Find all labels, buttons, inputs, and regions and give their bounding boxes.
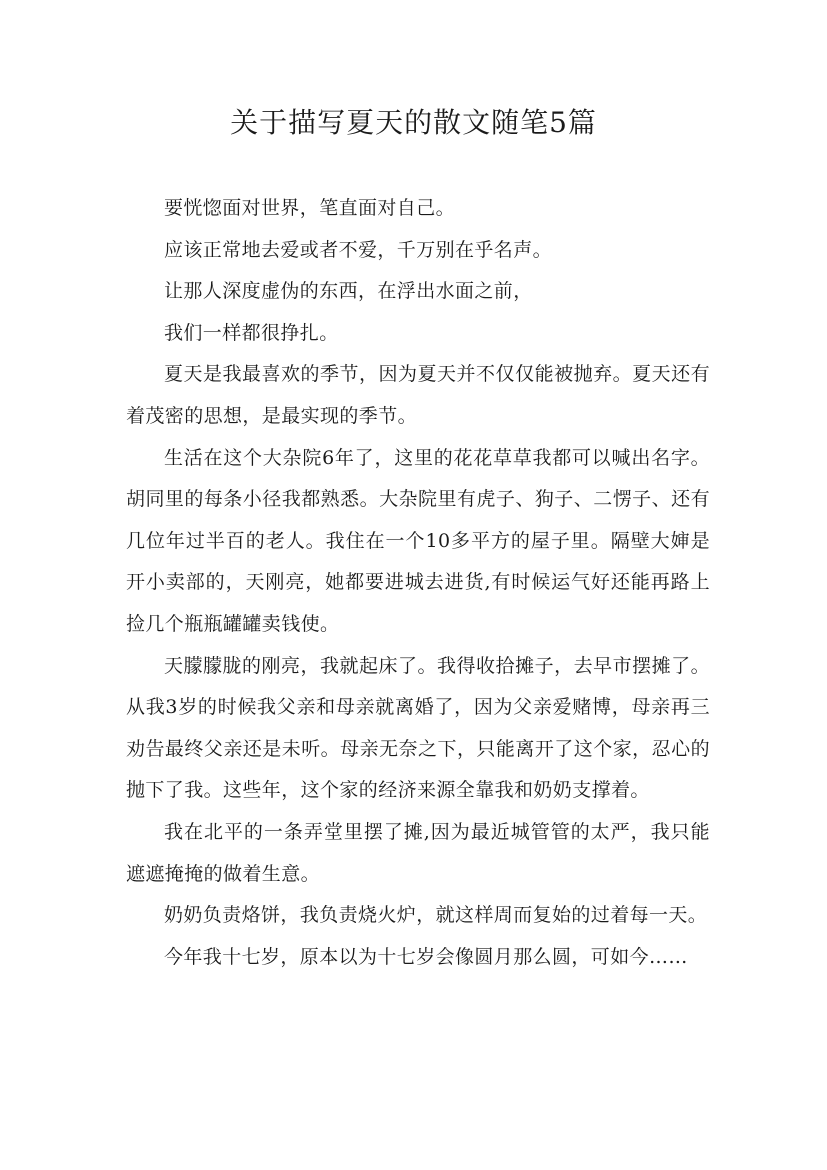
- paragraph: 夏天是我最喜欢的季节，因为夏天并不仅仅能被抛弃。夏天还有着茂密的思想，是最实现的季节。: [126, 363, 710, 427]
- paragraph: 要恍惚面对世界，笔直面对自己。: [164, 197, 456, 219]
- paragraph: 奶奶负责烙饼，我负责烧火炉，就这样周而复始的过着每一天。: [164, 904, 708, 927]
- paragraph: 今年我十七岁，原本以为十七岁会像圆月那么圆，可如今……: [164, 945, 688, 968]
- paragraph: 天朦朦胧的刚亮，我就起床了。我得收拾摊子，去早市摆摊了。从我3岁的时候我父亲和母亲就离婚了，因为父亲爱赌博，母亲再三劝告最终父亲还是未听。母亲无奈之下，只能离开了这个家，忍心的抛下了我。这些年，这个家的经济来源全靠我和奶奶支撑着。: [126, 654, 710, 802]
- paragraph: 我们一样都很挣扎。: [164, 321, 339, 344]
- paragraph: 让那人深度虚伪的东西，在浮出水面之前，: [164, 280, 533, 303]
- document-title: 关于描写夏天的散文随笔5篇: [230, 106, 597, 139]
- paragraph: 我在北平的一条弄堂里摆了摊,因为最近城管管的太严，我只能遮遮掩掩的做着生意。: [126, 820, 710, 885]
- paragraph: 应该正常地去爱或者不爱，千万别在乎名声。: [164, 238, 553, 261]
- document-body: [126, 188, 710, 978]
- paragraph: 生活在这个大杂院6年了，这里的花花草草我都可以喊出名字。胡同里的每条小径我都熟悉。大杂院里有虎子、狗子、二愣子、还有几位年过半百的老人。我住在一个10多平方的屋子里。隔壁大婶是开小卖部的，天刚亮，她都要进城去进货,有时候运气好还能再路上捡几个瓶瓶罐罐卖钱使。: [126, 446, 710, 635]
